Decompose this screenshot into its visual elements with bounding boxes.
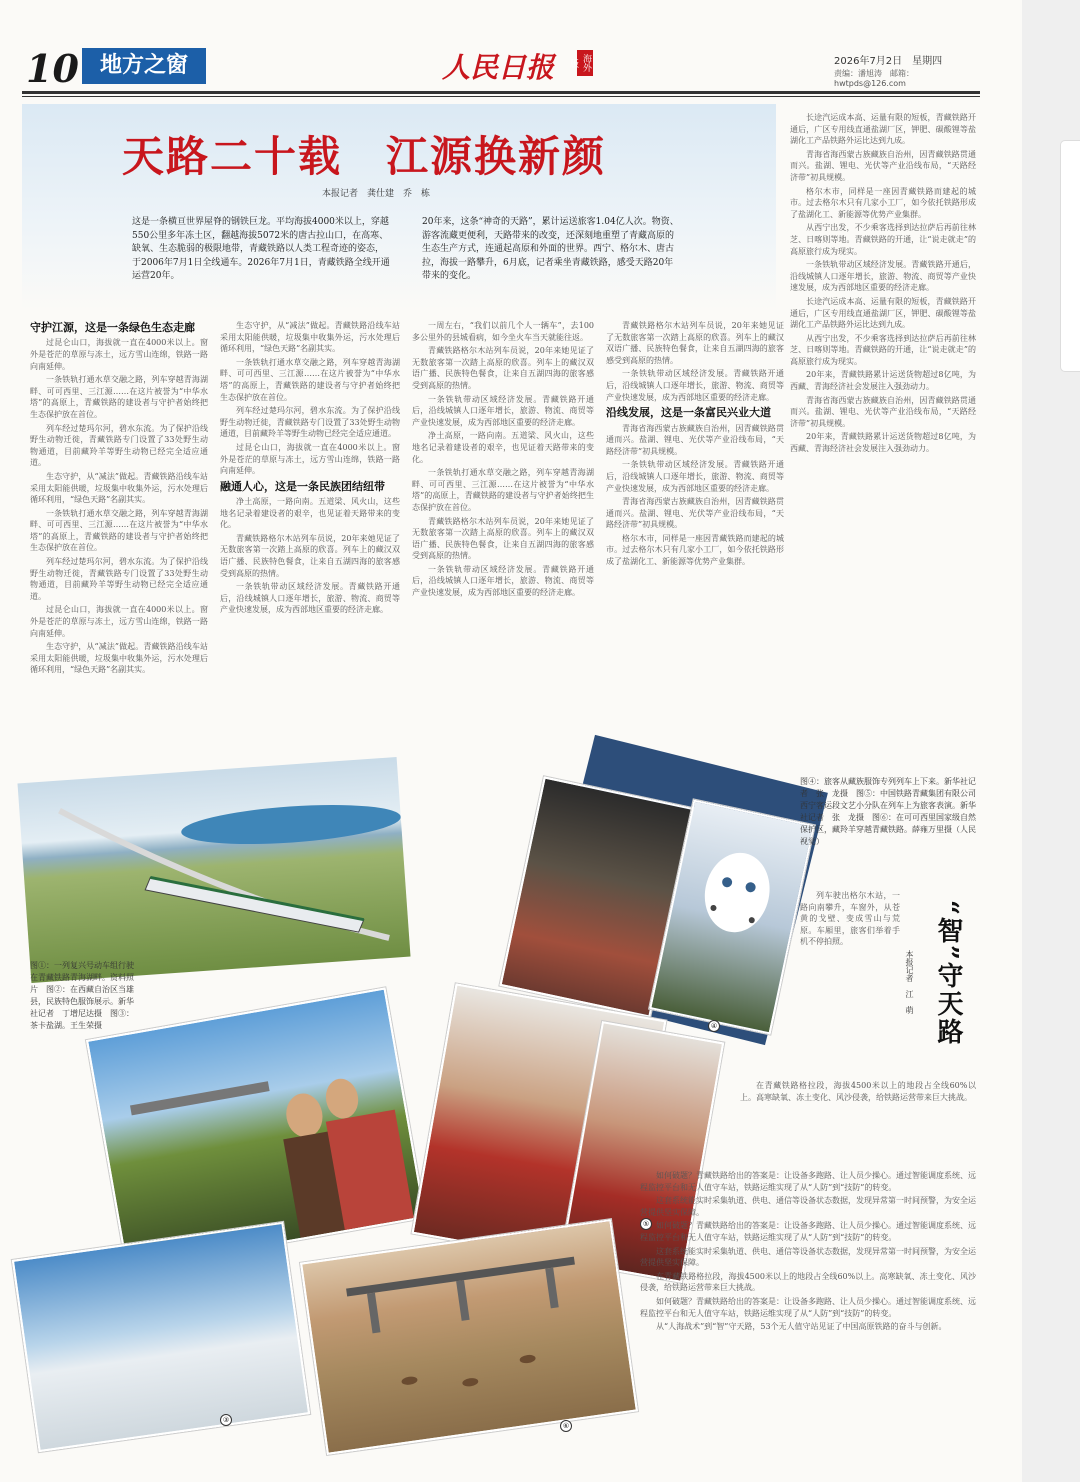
body-paragraph: 青藏铁路格尔木站列车员说，20年来她见证了无数旅客第一次踏上高原的欣喜。列车上的藏汉双语广播、民族特色餐食，让来自五湖四海的旅客感受到高原的热情。 [412, 516, 594, 561]
byline: 本报记者 龚仕建 乔 栋 [322, 189, 431, 199]
page-header [22, 40, 980, 92]
body-paragraph: 列车经过楚玛尔河，碧水东流。为了保护沿线野生动物迁徙，青藏铁路专门设置了33处野生动物通道，目前藏羚羊等野生动物已经完全适应通道。 [30, 423, 208, 468]
body-paragraph: 过昆仑山口，海拔就一直在4000米以上。窗外是苍茫的草原与冻土，远方雪山连绵，铁路一路向南延伸。 [30, 338, 208, 371]
body-paragraph: 一条铁轨带动区域经济发展。青藏铁路开通后，沿线城镇人口逐年增长，旅游、物流、商贸等产业快速发展，成为西部地区重要的经济走廊。 [606, 369, 784, 402]
article-column-2 [220, 320, 400, 760]
side-article-intro [800, 890, 900, 1070]
side-article-column-2 [640, 1170, 976, 1460]
side-article-byline: 本报记者 江 萌 [905, 950, 914, 1014]
article-column-1 [30, 320, 208, 760]
photo-number-5: ⑤ [640, 1218, 652, 1230]
body-paragraph: 20年来，青藏铁路累计运送货物超过8亿吨，为西藏、青海经济社会发展注入强劲动力。 [790, 370, 976, 392]
lead-paragraph-2: 20年来，这条“神奇的天路”，累计运送旅客1.04亿人次。物资、游客流藏更便利，天路带来的改变，还深刻地重塑了青藏高原的生态生产方式，连通起高原和外面的世界。西宁、格尔木、唐古拉，海拔一路攀升，6月底，记者乘坐青藏铁路，感受天路20年带来的变化。 [422, 217, 679, 281]
body-paragraph: 列车经过楚玛尔河，碧水东流。为了保护沿线野生动物迁徙，青藏铁路专门设置了33处野生动物通道，目前藏羚羊等野生动物已经完全适应通道。 [30, 557, 208, 601]
body-paragraph: 列车经过楚玛尔河，碧水东流。为了保护沿线野生动物迁徙，青藏铁路专门设置了33处野生动物通道，目前藏羚羊等野生动物已经完全适应通道。 [220, 406, 400, 439]
subhead-prosperity: 沿线发展，这是一条富民兴业大道 [606, 406, 771, 420]
body-paragraph: 一条铁轨带动区域经济发展。青藏铁路开通后，沿线城镇人口逐年增长，旅游、物流、商贸等产业快速发展，成为西部地区重要的经济走廊。 [606, 460, 784, 493]
body-paragraph: 青海省海西蒙古族藏族自治州，因青藏铁路贯通而兴。盐湖、锂电、光伏等产业沿线布局，“天路经济带”初具规模。 [606, 497, 784, 530]
body-paragraph: 青藏铁路格尔木站列车员说，20年来她见证了无数旅客第一次踏上高原的欣喜。列车上的藏汉双语广播、民族特色餐食，让来自五湖四海的旅客感受到高原的热情。 [606, 321, 784, 365]
body-paragraph: 一条铁轨带动区域经济发展。青藏铁路开通后，沿线城镇人口逐年增长，旅游、物流、商贸等产业快速发展，成为西部地区重要的经济走廊。 [412, 564, 594, 598]
body-paragraph: 青藏铁路格尔木站列车员说，20年来她见证了无数旅客第一次踏上高原的欣喜。列车上的藏汉双语广播、民族特色餐食，让来自五湖四海的旅客感受到高原的热情。 [220, 533, 400, 578]
subhead-unity: 融通人心，这是一条民族团结纽带 [220, 479, 385, 493]
body-paragraph: 一条铁轨打通水草交融之路，列车穿越青海湖畔、可可西里、三江源……在这片被誉为“中华水塔”的高原上，青藏铁路的建设者与守护者始终把生态保护放在首位。 [30, 508, 208, 553]
page-title: 天路二十载 江源换新颜 [122, 132, 607, 181]
article-column-3 [412, 320, 594, 760]
lead-paragraph-1: 这是一条横亘世界屋脊的钢铁巨龙。平均海拔4000米以上，穿越550公里多年冻土区，翻越海拔5072米的唐古拉山口，在高寒、缺氧、生态脆弱的极限地带，青藏铁路以人类工程奇迹的姿态，于2006年7月1日全线通车。2026年7月1日，青藏铁路全线开通运营20年。 [132, 217, 390, 281]
antelope-illustration [302, 1221, 635, 1452]
body-paragraph: 生态守护，从“减法”做起。青藏铁路沿线车站采用太阳能供暖，垃圾集中收集外运，污水处理后循环利用，“绿色天路”名副其实。 [220, 321, 400, 354]
date-line: 2026年7月2日 星期四 [834, 56, 943, 67]
body-paragraph: 一条铁轨打通水草交融之路，列车穿越青海湖畔、可可西里、三江源……在这片被誉为“中华水塔”的高原上，青藏铁路的建设者与守护者始终把生态保护放在首位。 [220, 357, 400, 402]
body-paragraph: 青藏铁路格尔木站列车员说，20年来她见证了无数旅客第一次踏上高原的欣喜。列车上的藏汉双语广播、民族特色餐食，让来自五湖四海的旅客感受到高原的热情。 [412, 346, 594, 390]
editor-line: 责编：潘旭涛 邮箱：hwtpds@126.com [834, 69, 914, 88]
article-column-4 [606, 320, 784, 760]
side-article-title: “智”守天路 [933, 900, 963, 1046]
body-paragraph: 一条铁轨打通水草交融之路，列车穿越青海湖畔、可可西里、三江源……在这片被誉为“中华水塔”的高原上，青藏铁路的建设者与守护者始终把生态保护放在首位。 [30, 375, 208, 419]
body-paragraph: 净土高原，一路向南。五道梁、风火山，这些地名记录着建设者的艰辛，也见证着天路带来的变化。 [412, 431, 594, 464]
article-column-5 [790, 112, 976, 762]
page-number: 10 [26, 46, 79, 91]
photo-caption-right: 图④：旅客从藏族服饰专列列车上下来。新华社记者 张 龙摄 图⑤：中国铁路青藏集团有限公司西宁客运段文艺小分队在列车上为旅客表演。新华社记者 张 龙摄 图⑥：在可可西里国家级自然保护区，藏羚羊穿越青藏铁路。薛雍万里摄（人民视觉） [800, 777, 976, 846]
header-rule-thin [22, 96, 980, 97]
body-paragraph: 过昆仑山口，海拔就一直在4000米以上。窗外是苍茫的草原与冻土，远方雪山连绵，铁路一路向南延伸。 [30, 605, 208, 638]
body-paragraph: 这套系统能实时采集轨道、供电、通信等设备状态数据，发现异常第一时间预警，为安全运营提供坚实保障。 [640, 1246, 976, 1268]
body-paragraph: 这套系统能实时采集轨道、供电、通信等设备状态数据，发现异常第一时间预警，为安全运营提供坚实保障。 [640, 1196, 976, 1217]
body-paragraph: 从“人海战术”到“智”守天路，53个无人值守站见证了中国高原铁路的奋斗与创新。 [656, 1322, 947, 1332]
body-paragraph: 青海省海西蒙古族藏族自治州，因青藏铁路贯通而兴。盐湖、锂电、光伏等产业沿线布局，“天路经济带”初具规模。 [606, 423, 784, 456]
photo-number-3: ③ [220, 1414, 232, 1426]
subhead-green: 守护江源，这是一条绿色生态走廊 [30, 321, 195, 334]
side-article-column-1 [740, 1080, 976, 1160]
body-paragraph: 如何破题？青藏铁路给出的答案是：让设备多跑路、让人员少操心。通过智能调度系统、远程监控平台和无人值守车站，铁路运维实现了从“人防”到“技防”的转变。 [640, 1221, 976, 1242]
body-paragraph: 从西宁出发，不少乘客选择到达拉萨后再前往林芝、日喀则等地。青藏铁路的开通，让“说走就走”的高原旅行成为现实。 [790, 223, 976, 256]
body-paragraph: 如何破题？青藏铁路给出的答案是：让设备多跑路、让人员少操心。通过智能调度系统、远程监控平台和无人值守车站，铁路运维实现了从“人防”到“技防”的转变。 [640, 1296, 976, 1318]
viewer-side-tab[interactable] [1060, 140, 1080, 372]
photo-salt-lake [12, 1222, 310, 1452]
body-paragraph: 在青藏铁路格拉段，海拔4500米以上的地段占全线60%以上。高寒缺氧、冻土变化、风沙侵袭，给铁路运营带来巨大挑战。 [640, 1271, 976, 1293]
body-paragraph: 长途汽运成本高、运量有限的短板，青藏铁路开通后，广区专用线直通盐湖厂区，钾肥、碳酸锂等盐湖化工产品铁路外运比达到九成。 [790, 296, 976, 330]
body-paragraph: 20年来，青藏铁路累计运送货物超过8亿吨，为西藏、青海经济社会发展注入强劲动力。 [790, 432, 976, 454]
headline-area [22, 104, 776, 310]
body-paragraph: 一周左右，“我们以前几个人一辆车”，去100多公里外的县城看病，如今坐火车当天就能往返。 [412, 321, 594, 342]
body-paragraph: 一条铁轨带动区域经济发展。青藏铁路开通后，沿线城镇人口逐年增长，旅游、物流、商贸等产业快速发展，成为西部地区重要的经济走廊。 [412, 394, 594, 427]
photo-antelopes [300, 1219, 638, 1455]
edition-badge: 海外版 [577, 50, 593, 76]
body-paragraph: 生态守护，从“减法”做起。青藏铁路沿线车站采用太阳能供暖，垃圾集中收集外运，污水处理后循环利用，“绿色天路”名副其实。 [30, 471, 208, 505]
body-paragraph: 长途汽运成本高、运量有限的短板，青藏铁路开通后，广区专用线直通盐湖厂区，钾肥、碳酸锂等盐湖化工产品铁路外运比达到九成。 [790, 113, 976, 146]
train-illustration [17, 757, 410, 983]
body-paragraph: 从西宁出发，不少乘客选择到达拉萨后再前往林芝、日喀则等地。青藏铁路的开通，让“说走就走”的高原旅行成为现实。 [790, 333, 976, 366]
body-paragraph: 青海省海西蒙古族藏族自治州，因青藏铁路贯通而兴。盐湖、锂电、光伏等产业沿线布局，“天路经济带”初具规模。 [790, 395, 976, 428]
body-paragraph: 青海省海西蒙古族藏族自治州，因青藏铁路贯通而兴。盐湖、锂电、光伏等产业沿线布局，“天路经济带”初具规模。 [790, 149, 976, 182]
header-rule [22, 91, 980, 94]
body-paragraph: 一条铁轨打通水草交融之路，列车穿越青海湖畔、可可西里、三江源……在这片被誉为“中华水塔”的高原上，青藏铁路的建设者与守护者始终把生态保护放在首位。 [412, 468, 594, 512]
body-paragraph: 生态守护，从“减法”做起。青藏铁路沿线车站采用太阳能供暖，垃圾集中收集外运，污水处理后循环利用，“绿色天路”名副其实。 [30, 642, 208, 675]
body-paragraph: 如何破题？青藏铁路给出的答案是：让设备多跑路、让人员少操心。通过智能调度系统、远程监控平台和无人值守车站，铁路运维实现了从“人防”到“技防”的转变。 [640, 1171, 976, 1192]
body-paragraph: 格尔木市，同样是一座因青藏铁路而建起的城市。过去格尔木只有几家小工厂，如今依托铁路形成了盐湖化工、新能源等优势产业集群。 [606, 533, 784, 567]
section-title: 地方之窗 [82, 48, 206, 84]
body-paragraph: 过昆仑山口，海拔就一直在4000米以上。窗外是苍茫的草原与冻土，远方雪山连绵，铁路一路向南延伸。 [220, 442, 400, 476]
body-paragraph: 列车驶出格尔木站，一路向南攀升，车窗外，从苍黄的戈壁、变成雪山与荒原。车厢里，旅客们举着手机不停拍照。 [800, 891, 900, 947]
body-paragraph: 一条铁轨带动区域经济发展。青藏铁路开通后，沿线城镇人口逐年增长，旅游、物流、商贸等产业快速发展，成为西部地区重要的经济走廊。 [790, 260, 976, 293]
body-paragraph: 净土高原，一路向南。五道梁、风火山，这些地名记录着建设者的艰辛，也见证着天路带来的变化。 [220, 497, 400, 530]
photo-number-6: ⑥ [560, 1420, 572, 1432]
photo-number-4: ④ [708, 1020, 720, 1032]
body-paragraph: 一条铁轨带动区域经济发展。青藏铁路开通后，沿线城镇人口逐年增长，旅游、物流、商贸等产业快速发展，成为西部地区重要的经济走廊。 [220, 582, 400, 615]
photo-train-by-lake [17, 757, 410, 983]
photo-caption-left: 图①：一列复兴号动车组行驶在青藏铁路青海湖畔。资料照片 图②：在西藏自治区当雄县，民族特色服饰展示。新华社记者 丁增尼达摄 图③：茶卡盐湖。王生荣摄 [30, 961, 134, 1030]
body-paragraph: 在青藏铁路格拉段，海拔4500米以上的地段占全线60%以上。高寒缺氧、冻土变化、风沙侵袭，给铁路运营带来巨大挑战。 [740, 1081, 976, 1102]
masthead-logo: 人民日报 [442, 51, 555, 84]
body-paragraph: 格尔木市，同样是一座因青藏铁路而建起的城市。过去格尔木只有几家小工厂，如今依托铁路形成了盐湖化工、新能源等优势产业集群。 [790, 186, 976, 219]
